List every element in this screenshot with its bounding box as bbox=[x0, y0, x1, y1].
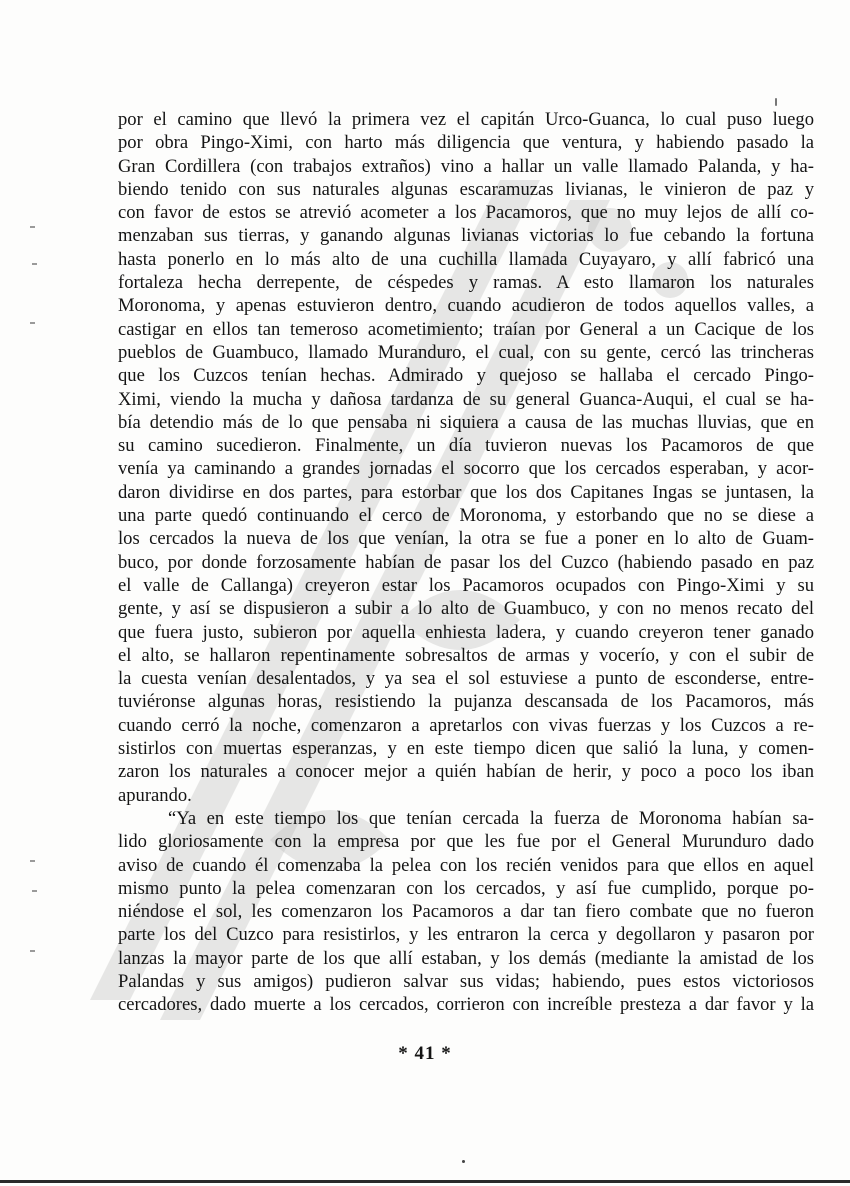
text-line: gente, y así se dispusieron a subir a lo alto de Guambuco, y con no menos recato del bbox=[118, 598, 814, 620]
text-line: los cercados la nueva de los que venían, la otra se fue a poner en lo alto de Guam- bbox=[118, 528, 814, 550]
text-line: hasta ponerlo en lo más alto de una cuchilla llamada Cuyayaro, y allí fabricó una bbox=[118, 248, 814, 270]
text-line: cuando cerró la noche, comenzaron a apretarlos con vivas fuerzas y los Cuzcos a re- bbox=[118, 714, 814, 736]
text-line: el valle de Callanga) creyeron estar los Pacamoros ocupados con Pingo-Ximi y su bbox=[118, 574, 814, 596]
text-line: parte los del Cuzco para resistirlos, y les entraron la cerca y degollaron y pasaron por bbox=[118, 924, 814, 946]
text-line: buco, por donde forzosamente habían de pasar los del Cuzco (habiendo pasado en paz bbox=[118, 551, 814, 573]
text-line: Gran Cordillera (con trabajos extraños) vino a hallar un valle llamado Palanda, y ha- bbox=[118, 155, 814, 177]
body-text bbox=[118, 108, 814, 1017]
text-line: menzaban sus tierras, y ganando algunas livianas victorias lo fue cebando la fortuna bbox=[118, 225, 814, 247]
text-line: con favor de estos se atrevió acometer a los Pacamoros, que no muy lejos de allí co- bbox=[118, 202, 814, 224]
text-line: “Ya en este tiempo los que tenían cercada la fuerza de Moronoma habían sa- bbox=[168, 807, 814, 829]
text-line: por obra Pingo-Ximi, con harto más diligencia que ventura, y habiendo pasado la bbox=[118, 132, 814, 154]
text-line: que los Cuzcos tenían hechas. Admirado y quejoso se hallaba el cercado Pingo- bbox=[118, 365, 814, 387]
text-line: apurando. bbox=[118, 784, 192, 806]
text-line: por el camino que llevó la primera vez el capitán Urco-Guanca, lo cual puso luego bbox=[118, 109, 814, 130]
scan-speck bbox=[30, 860, 35, 862]
scan-speck bbox=[30, 950, 35, 952]
text-line: lido gloriosamente con la empresa por que les fue por el General Murunduro dado bbox=[118, 831, 814, 853]
text-line: daron dividirse en dos partes, para estorbar que los dos Capitanes Ingas se juntasen, la bbox=[118, 481, 814, 503]
text-line: fortaleza hecha derrepente, de céspedes y ramas. A esto llamaron los naturales bbox=[118, 272, 814, 294]
text-line: aviso de cuando él comenzaba la pelea con los recién venidos para que ellos en aquel bbox=[118, 854, 814, 876]
text-line: Ximi, viendo la mucha y dañosa tardanza de su general Guanca-Auqui, el cual se ha- bbox=[118, 388, 814, 410]
paragraph-1 bbox=[118, 108, 814, 807]
text-line: zaron los naturales a conocer mejor a quién habían de herir, y poco a poco los iban bbox=[118, 761, 814, 783]
text-line: que fuera justo, subieron por aquella enhiesta ladera, y cuando creyeron tener ganado bbox=[118, 621, 814, 643]
page-number: * 41 * bbox=[398, 1043, 452, 1064]
scan-speck bbox=[462, 1160, 465, 1163]
text-line: Palandas y sus amigos) pudieron salvar sus vidas; habiendo, pues estos victoriosos bbox=[118, 970, 814, 992]
text-line: Moronoma, y apenas estuvieron dentro, cuando acudieron de todos aquellos valles, a bbox=[118, 295, 814, 317]
text-line: niéndose el sol, les comenzaron los Pacamoros a dar tan fiero combate que no fueron bbox=[118, 901, 814, 923]
scan-speck bbox=[30, 226, 35, 228]
text-line: sistirlos con muertas esperanzas, y en este tiempo dicen que salió la luna, y comen- bbox=[118, 738, 814, 760]
text-line: biendo tenido con sus naturales algunas escaramuzas livianas, le vinieron de paz y bbox=[118, 178, 814, 200]
scan-speck bbox=[30, 322, 35, 324]
text-line: castigar en ellos tan temeroso acometimiento; traían por General a un Cacique de los bbox=[118, 318, 814, 340]
bottom-edge-shadow bbox=[0, 1180, 850, 1183]
scan-speck bbox=[775, 98, 777, 106]
scan-speck bbox=[32, 263, 37, 265]
text-line: tuviéronse algunas horas, resistiendo la pujanza descansada de los Pacamoros, más bbox=[118, 691, 814, 713]
scan-speck bbox=[32, 890, 37, 892]
text-line: su camino sucedieron. Finalmente, un día tuvieron nuevas los Pacamoros de que bbox=[118, 435, 814, 457]
text-line: la cuesta venían desalentados, y ya sea el sol estuviese a punto de esconderse, entre- bbox=[118, 668, 814, 690]
text-line: cercadores, dado muerte a los cercados, corrieron con increíble presteza a dar favor y la bbox=[118, 994, 814, 1016]
text-line: lanzas la mayor parte de los que allí estaban, y los demás (mediante la amistad de los bbox=[118, 947, 814, 969]
text-line: el alto, se hallaron repentinamente sobresaltos de armas y vocerío, y con el subir de bbox=[118, 644, 814, 666]
text-line: pueblos de Guambuco, llamado Muranduro, el cual, con su gente, cercó las trincheras bbox=[118, 341, 814, 363]
text-line: mismo punto la pelea comenzaran con los cercados, y así fue cumplido, porque po- bbox=[118, 877, 814, 899]
text-line: venía ya caminando a grandes jornadas el socorro que los cercados esperaban, y acor- bbox=[118, 458, 814, 480]
text-line: una parte quedó continuando el cerco de Moronoma, y estorbando que no se diese a bbox=[118, 505, 814, 527]
text-line: bía detendio más de lo que pensaba ni siquiera a causa de las muchas lluvias, que en bbox=[118, 411, 814, 433]
paragraph-2 bbox=[118, 807, 814, 1017]
